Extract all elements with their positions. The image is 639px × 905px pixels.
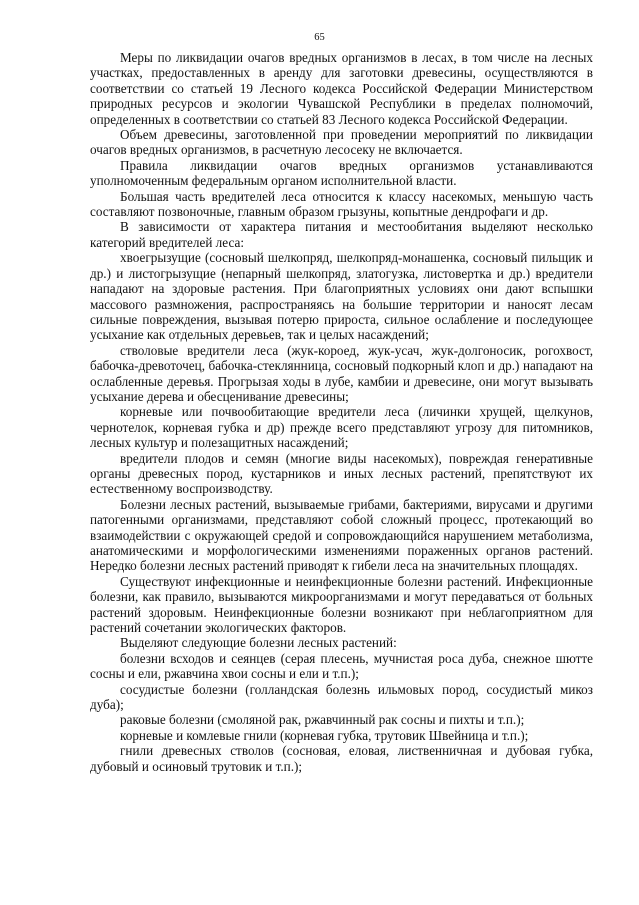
list-item: раковые болезни (смоляной рак, ржавчинный рак сосны и пихты и т.п.); [120,712,525,728]
paragraph: Существуют инфекционные и неинфекционные болезни растений. Инфекционные болезни, как правило, вызываются микроорганизмами и могут передаваться от больных растений здоровым. Неинфекционные болезни возникают при неблагоприятном для растений сочетании экологических факторов. [90,573,593,636]
list-item: корневые и комлевые гнили (корневая губка, трутовик Швейница и т.п.); [120,727,529,743]
list-item: болезни всходов и сеянцев (серая плесень, мучнистая роса дуба, снежное шютте сосны и ели, ржавчина хвои сосны и ели и т.п.); [90,650,593,682]
paragraph: Большая часть вредителей леса относится к классу насекомых, меньшую часть составляют позвоночные, главным образом грызуны, копытные дендрофаги и др. [90,188,593,220]
paragraph: Болезни лесных растений, вызываемые грибами, бактериями, вирусами и другими патогенными организмами, представляют собой сложный процесс, протекающий во взаимодействии с окружающей средой и сопровождающийся нарушением метаболизма, анатомическими и морфологическими изменениями пораженных органов растений. Нередко болезни лесных растений приводят к гибели леса на значительных площадях. [90,496,593,574]
paragraph: Объем древесины, заготовленной при проведении мероприятий по ликвидации очагов вредных организмов, в расчетную лесосеку не включается. [90,127,593,158]
paragraph: Меры по ликвидации очагов вредных организмов в лесах, в том числе на лесных участках, предоставленных в аренду для заготовки древесины, осуществляются в соответствии со статьей 19 Лесного кодекса Российской Федерации Министерством природных ресурсов и экологии Чувашской Республики в пределах полномочий, определенных в соответствии со статьей 83 Лесного кодекса Российской Федерации. [90,50,593,127]
list-item: хвоегрызущие (сосновый шелкопряд, шелкопряд-монашенка, сосновый пильщик и др.) и листогрызущие (непарный шелкопряд, златогузка, листовертка и др.) вредители нападают на здоровые растения. При благоприятных условиях они дают вспышки массового размножения, распространяясь на большие территории и наносят лесам сильные повреждения, вызывая потерю прироста, сильное ослабление и последующее усыхание как отдельных деревьев, так и целых насаждений; [90,250,593,343]
list-item: сосудистые болезни (голландская болезнь ильмовых пород, сосудистый микоз дуба); [90,681,593,713]
list-item: корневые или почвообитающие вредители леса (личинки хрущей, щелкунов, чернотелок, корневая губка и др) прежде всего представляют угрозу для питомников, лесных культур и полезащитных насаждений; [90,404,593,451]
paragraph: Правила ликвидации очагов вредных организмов устанавливаются уполномоченным федеральным органом исполнительной власти. [90,157,593,189]
paragraph: В зависимости от характера питания и местообитания выделяют несколько категорий вредителей леса: [90,219,593,250]
list-item: стволовые вредители леса (жук-короед, жук-усач, жук-долгоносик, рогохвост, бабочка-древоточец, бабочка-стеклянница, сосновый подкорный клоп и др.) нападают на ослабленные деревья. Прогрызая ходы в лубе, камбии и древесине, они могут вызывать усыхание дерева и обесценивание древесины; [90,342,593,404]
list-item: гнили древесных стволов (сосновая, еловая, лиственничная и дубовая губка, дубовый и осиновый трутовик и т.п.); [90,743,593,774]
body-text [90,50,593,774]
list-item: вредители плодов и семян (многие виды насекомых), повреждая генеративные органы древесных пород, кустарников и иных лесных растений, препятствуют их естественному воспроизводству. [90,450,593,497]
paragraph: Выделяют следующие болезни лесных растений: [120,635,397,651]
page-number: 65 [314,32,325,43]
